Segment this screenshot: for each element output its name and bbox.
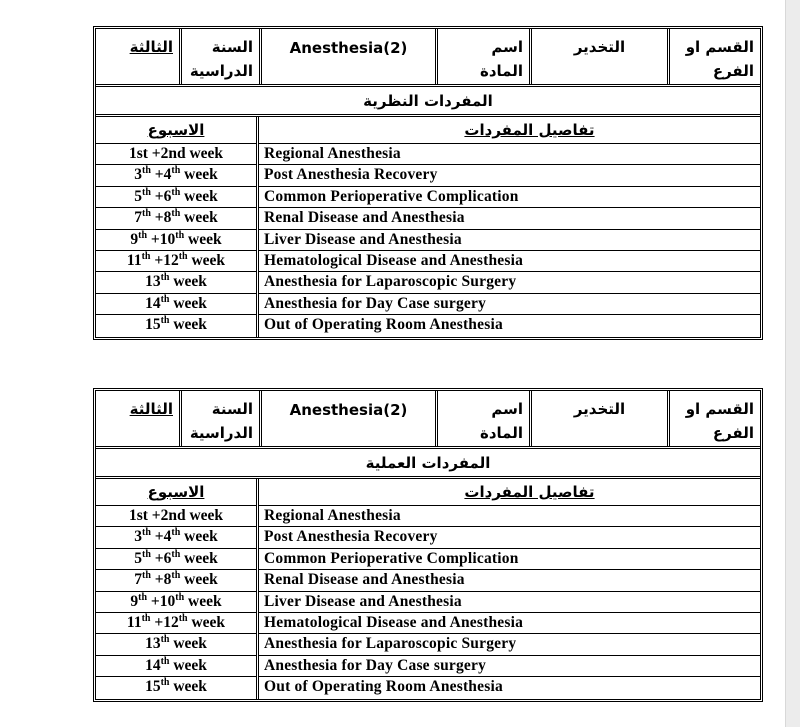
week-word: week [173,656,207,674]
week-cell [96,187,256,208]
week-suffix: th [141,612,151,624]
week-suffix: th [160,634,170,646]
topic-cell: Renal Disease and Anesthesia [259,208,760,229]
week-cell [96,294,256,315]
week-cell [96,592,256,613]
week-plus: + [150,592,160,610]
table-header-row [96,29,760,87]
week-suffix: th [142,186,151,198]
subject-value: Anesthesia(2) [259,391,435,446]
details-column [259,117,760,337]
topic-cell: Common Perioperative Complication [259,549,760,570]
week-number: 5 [134,549,142,567]
week-suffix: th [142,570,151,582]
department-value: التخدير [529,391,667,446]
week-plus: + [154,209,164,227]
week-word: week [173,635,207,653]
week-number: 8 [163,571,172,589]
week-cell [96,613,256,634]
week-suffix: th [138,591,148,603]
week-word: week [184,166,218,184]
topic-cell: Anesthesia for Laparoscopic Surgery [259,272,760,293]
week-cell [96,272,256,293]
week-number: 1st [128,145,148,162]
subject-label: اسم المادة [435,391,529,446]
topic-cell: Renal Disease and Anesthesia [259,570,760,591]
week-number: 14 [145,294,161,312]
week-word: week [184,549,218,567]
week-number: 10 [159,592,176,610]
week-word: week [188,592,222,610]
week-number: 4 [163,528,172,546]
scrollbar-track[interactable] [785,0,800,727]
week-word: week [173,294,207,312]
week-suffix: th [178,250,188,262]
week-number: 2nd [160,145,186,162]
topic-cell: Anesthesia for Day Case surgery [259,656,760,677]
week-suffix: th [171,527,181,539]
week-cell [96,570,256,591]
week-word: week [189,145,224,162]
week-number: 9 [130,230,139,248]
year-label: السنة الدراسية [179,29,259,84]
week-number: 5 [134,187,142,205]
week-suffix: th [160,293,170,305]
week-number: 15 [145,316,161,334]
week-number: 14 [145,656,161,674]
week-number: 3 [134,528,142,546]
topic-cell: Liver Disease and Anesthesia [259,592,760,613]
topic-cell: Anesthesia for Laparoscopic Surgery [259,634,760,655]
week-number: 6 [163,549,172,567]
week-word: week [173,273,207,291]
week-number: 7 [134,571,142,589]
week-number: 12 [163,251,179,269]
section-title: المفردات العملية [96,449,760,479]
year-value: الثالثة [129,38,173,56]
week-number: 3 [134,166,142,184]
week-plus: + [154,528,164,546]
week-column-header: الاسبوع [96,479,256,506]
subject-label: اسم المادة [435,29,529,84]
week-suffix: th [171,165,181,177]
week-suffix: th [171,548,181,560]
week-column-header: الاسبوع [96,117,256,144]
topic-cell: Hematological Disease and Anesthesia [259,251,760,272]
week-plus: + [150,230,160,248]
week-number: 1st [128,507,148,524]
topic-cell: Post Anesthesia Recovery [259,527,760,548]
week-suffix: th [138,229,148,241]
topic-cell: Post Anesthesia Recovery [259,165,760,186]
week-word: week [188,230,222,248]
details-column-header: تفاصيل المفردات [259,117,760,144]
week-suffix: th [141,250,151,262]
week-suffix: th [171,208,181,220]
week-word: week [184,209,218,227]
department-label: القسم او الفرع [667,29,760,84]
week-word: week [189,507,224,524]
week-cell [96,251,256,272]
week-number: 12 [163,613,179,631]
week-word: week [173,316,207,334]
week-suffix: th [175,591,185,603]
week-cell [96,165,256,186]
week-suffix: th [160,272,170,284]
week-number: 7 [134,209,142,227]
week-suffix: th [142,548,151,560]
theory-syllabus-table [93,26,763,340]
week-cell [96,230,256,251]
week-cell [96,634,256,655]
week-suffix: th [160,315,170,327]
week-number: 10 [159,230,176,248]
week-number: 15 [145,678,161,696]
week-plus: + [154,166,164,184]
week-cell [96,315,256,336]
year-value: الثالثة [129,400,173,418]
week-number: 11 [126,613,142,631]
details-column [259,479,760,699]
week-number: 9 [130,592,139,610]
week-word: week [191,613,226,631]
topic-cell: Out of Operating Room Anesthesia [264,316,503,334]
week-word: week [173,678,207,696]
week-plus: + [151,145,161,162]
week-suffix: th [160,677,170,689]
week-cell [96,527,256,548]
department-value: التخدير [529,29,667,84]
week-plus: + [154,251,164,269]
week-suffix: th [171,186,181,198]
topic-cell: Anesthesia for Day Case surgery [259,294,760,315]
week-cell [96,677,256,698]
week-word: week [191,251,226,269]
practical-syllabus-table [93,388,763,702]
week-column [96,117,259,337]
week-suffix: th [178,612,188,624]
topic-cell: Out of Operating Room Anesthesia [264,678,503,696]
week-suffix: th [171,570,181,582]
details-column-header: تفاصيل المفردات [259,479,760,506]
week-cell [96,656,256,677]
week-number: 11 [126,251,142,269]
topic-cell: Common Perioperative Complication [259,187,760,208]
week-suffix: th [175,229,185,241]
year-label: السنة الدراسية [179,391,259,446]
subject-value: Anesthesia(2) [259,29,435,84]
week-suffix: th [142,208,151,220]
week-suffix: th [142,527,151,539]
table-header-row [96,391,760,449]
week-column [96,479,259,699]
week-cell [96,506,256,527]
topic-cell: Regional Anesthesia [259,506,760,527]
week-number: 4 [163,166,172,184]
week-cell [96,144,256,165]
section-title: المفردات النظرية [96,87,760,117]
week-word: week [184,528,218,546]
week-word: week [184,187,218,205]
week-number: 2nd [160,507,186,524]
week-plus: + [154,571,164,589]
week-cell [96,549,256,570]
department-label: القسم او الفرع [667,391,760,446]
week-plus: + [154,549,164,567]
week-number: 13 [145,635,161,653]
week-plus: + [154,613,164,631]
week-cell [96,208,256,229]
week-number: 6 [163,187,172,205]
week-plus: + [154,187,164,205]
week-suffix: th [142,165,151,177]
topic-cell: Hematological Disease and Anesthesia [259,613,760,634]
week-number: 13 [145,273,161,291]
week-number: 8 [163,209,172,227]
topic-cell: Regional Anesthesia [259,144,760,165]
week-suffix: th [160,655,170,667]
topic-cell: Liver Disease and Anesthesia [259,230,760,251]
week-word: week [184,571,218,589]
week-plus: + [151,507,161,524]
